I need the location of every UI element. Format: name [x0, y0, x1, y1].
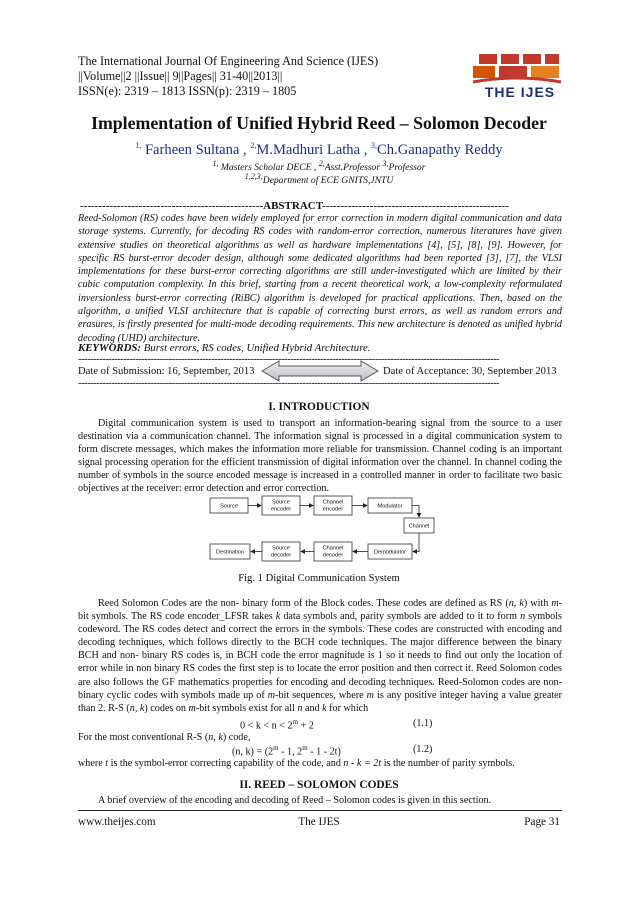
footer-page-number: Page 31 — [524, 816, 560, 828]
channel-decoder-label: decoder — [322, 552, 344, 559]
abstract-heading: --------------------------------------------------ABSTRACT--------------------------------------------------- — [80, 200, 509, 212]
author-sup: 2, — [250, 141, 257, 150]
rs-codes-paragraph: Reed Solomon Codes are the non- binary form of the Block codes. These codes are defined as RS (n, k) with m- bit symbols. The RS code encoder_LFSR takes k data symbols and, parity symbols are added to it to form n symbols codeword. The RS codes detect and correct the errors in the symbols. These codes are constructed with encoding and decoding techniques, which follows directly to the BCH code techniques. The major difference between the binary BCH and non- binary RS codes is, in BCH code the error magnitude is 1 so it needs to find out only the location of error while in non binary RS codes the first step is to locate the error position and then correct it. Reed Solomon codes are also follows the GF mathematics properties for encoding and decoding techniques. Reed-Solomon codes are non-binary cyclic codes with symbols made up of m-bit sequences, where m is any positive integer having a value greater than 2. R-S (n, k) codes on m-bit symbols exist for all n and k for which — [78, 598, 563, 714]
demodulator-label: Demodulator — [373, 549, 407, 556]
submission-date: Date of Submission: 16, September, 2013 — [78, 366, 255, 377]
section-heading: I. INTRODUCTION — [268, 401, 370, 413]
footer-journal: The IJES — [298, 816, 340, 828]
intro-paragraph: Digital communication system is used to transport an information-bearing signal from the source to a user destination via a communication channel. The information signal is processed in a digital communication system to form discrete messages, which makes the information more reliable for transmission. Channel coding is an important signal processing operation for the efficient transmission of digital information over the channel. In channel coding the number of symbols in the source encoded message is increased in a controlled manner in order to facilitate two basic objectives at the receiver: error detection and error correction. — [78, 418, 562, 495]
author-list — [0, 141, 638, 159]
journal-volume: ||Volume||2 ||Issue|| 9||Pages|| 31-40||2013|| — [78, 69, 283, 83]
author-name: M.Madhuri Latha , — [256, 141, 372, 158]
figure-caption: Fig. 1 Digital Communication System — [238, 573, 400, 584]
footer-rule — [78, 810, 562, 811]
section-heading: II. REED – SOLOMON CODES — [239, 779, 399, 791]
section2-intro: A brief overview of the encoding and decoding of Reed – Solomon codes is given in this section. — [98, 795, 492, 806]
conventional-rs-line: For the most conventional R-S (n, k) code, — [78, 732, 251, 743]
source-encoder-label: encoder — [270, 506, 292, 513]
channel-decoder-label: Channel — [322, 545, 344, 552]
journal-issn: ISSN(e): 2319 – 1813 ISSN(p): 2319 – 1805 — [78, 84, 297, 98]
aff-text: Professor — [388, 162, 426, 174]
equation-1-2: (n, $k) = (2^m - 1$, 2$^m$ - 1 - 2t) — [232, 744, 341, 758]
modulator-label: Modulator — [377, 503, 403, 510]
divider-dashes: ------------------------------------------------------------------------------------------------------------------------------------------- — [78, 378, 500, 389]
keywords — [78, 342, 562, 354]
keywords-text: Burst errors, RS codes, Unified Hybrid Architecture. — [141, 342, 371, 354]
divider-dashes: ------------------------------------------------------------------------------------------------------------------------------------------- — [78, 354, 500, 365]
acceptance-date: Date of Acceptance: 30, September 2013 — [383, 366, 557, 377]
author-sup: 1, — [135, 141, 142, 150]
aff-text: Asst.Professor — [324, 162, 383, 174]
footer-website[interactable]: www.theijes.com — [78, 816, 156, 828]
equation-number: (1.1) — [413, 718, 433, 729]
destination-label: Destination — [216, 549, 244, 556]
abstract-text: Reed-Solomon (RS) codes have been widely employed for error correction in modern digital communication and data storage systems. Currently, for decoding RS codes with random-error correction, numerous literatures have given extensive studies on theoretical algorithms as well as hardware implementations [4], [5], [8], [9]. However, for specific RS burst-error decoder design, although some dedicated algorithms had been reported [3], [7], the VLSI implementations for these burst-error correcting algorithms are still under-investigated which are limited by their cubic computation complexity. In this brief, starting from a recent theoretical work, a low-complexity reformulated inversionless burst-error correcting (RiBC) algorithm is developed for practical applications. Then, based on the algorithm, a unified VLSI architecture that is capable of correcting burst errors, as well as random errors and erasures, is firstly presented for multi-mode decoding requirements. This new architecture is denoted as unified hybrid decoding (UHD) architecture. — [78, 213, 562, 344]
aff-sup: 1,2,3, — [244, 172, 263, 181]
channel-encoder-label: encoder — [322, 506, 344, 513]
parity-line: where t is the symbol-error correcting capability of the code, and n - k = 2t is the number of parity symbols. — [78, 758, 515, 769]
aff-sup: 3, — [382, 159, 389, 168]
channel-label: Channel — [408, 523, 430, 530]
journal-name: The International Journal Of Engineering And Science (IJES) — [78, 54, 379, 68]
logo-text: THE IJES — [484, 84, 556, 100]
source-decoder-label: Source — [272, 545, 290, 552]
aff-sup: 2, — [318, 159, 325, 168]
block-diagram — [210, 494, 438, 571]
source-decoder-label: decoder — [270, 552, 292, 559]
equation-1-1: $0 < k < n < 2^m + 2$ — [240, 718, 314, 732]
equation-number: (1.2) — [413, 744, 433, 755]
aff-text: Department of ECE GNITS,JNTU — [262, 175, 394, 187]
aff-text: Masters Scholar DECE , — [218, 162, 319, 174]
author-name: Ch.Ganapathy Reddy — [377, 141, 503, 158]
source-encoder-label: Source — [272, 499, 290, 506]
keywords-label: KEYWORDS: — [78, 342, 141, 354]
channel-encoder-label: Channel — [322, 499, 344, 506]
affiliation-line-2 — [0, 172, 638, 186]
aff-sup: 1, — [212, 159, 219, 168]
paper-title: Implementation of Unified Hybrid Reed – Solomon Decoder — [91, 113, 547, 133]
source-label: Source — [220, 503, 238, 510]
author-name: Farheen Sultana , — [141, 141, 251, 158]
author-sup: 3, — [371, 141, 378, 150]
